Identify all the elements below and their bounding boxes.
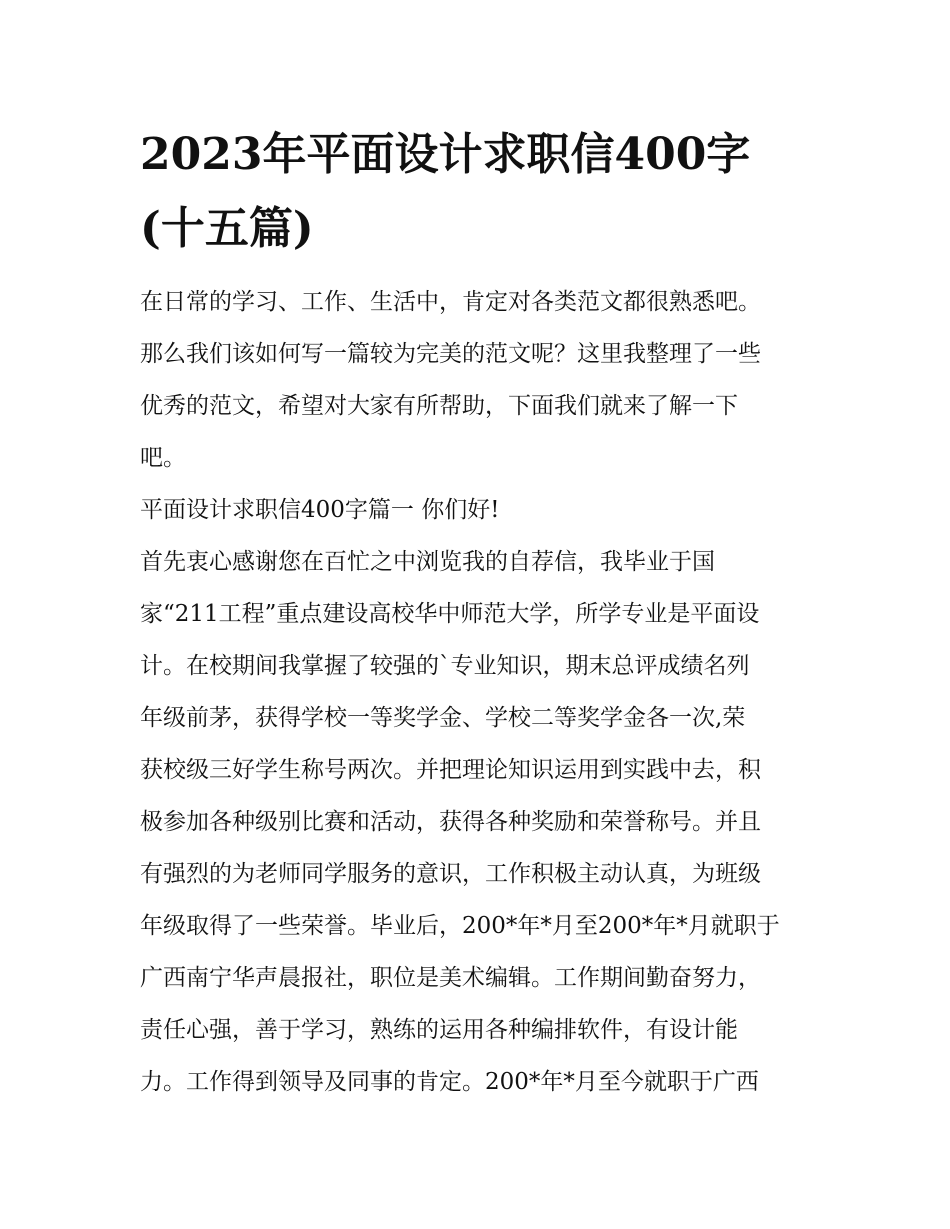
body-line: 广西南宁华声晨报社，职位是美术编辑。工作期间勤奋努力， <box>140 965 761 991</box>
body-line: 家“211工程”重点建设高校华中师范大学，所学专业是平面设 <box>140 601 760 627</box>
body-line: 年级前茅，获得学校一等奖学金、学校二等奖学金各一次,荣 <box>140 705 746 731</box>
document-body <box>140 276 820 1108</box>
section-heading-line: 平面设计求职信400字篇一 你们好! <box>140 497 500 523</box>
body-line: 年级取得了一些荣誉。毕业后，200*年*月至200*年*月就职于 <box>140 913 780 939</box>
body-line: 力。工作得到领导及同事的肯定。200*年*月至今就职于广西 <box>140 1069 759 1095</box>
document-title <box>140 118 820 266</box>
body-line: 计。在校期间我掌握了较强的`专业知识，期末总评成绩名列 <box>140 653 750 679</box>
body-line: 首先衷心感谢您在百忙之中浏览我的自荐信，我毕业于国 <box>140 549 715 575</box>
title-line: 2023年平面设计求职信400字 <box>140 129 751 180</box>
body-line: 极参加各种级别比赛和活动，获得各种奖励和荣誉称号。并且 <box>140 809 761 835</box>
body-line: 责任心强，善于学习，熟练的运用各种编排软件，有设计能 <box>140 1017 738 1043</box>
body-line: 有强烈的为老师同学服务的意识，工作积极主动认真，为班级 <box>140 861 761 887</box>
body-line: 那么我们该如何写一篇较为完美的范文呢？这里我整理了一些 <box>140 341 761 367</box>
body-line: 优秀的范文，希望对大家有所帮助，下面我们就来了解一下 <box>140 393 738 419</box>
body-line: 获校级三好学生称号两次。并把理论知识运用到实践中去，积 <box>140 757 761 783</box>
body-line: 在日常的学习、工作、生活中，肯定对各类范文都很熟悉吧。 <box>140 289 761 315</box>
body-line: 吧。 <box>140 445 186 471</box>
title-line: (十五篇) <box>140 203 314 254</box>
